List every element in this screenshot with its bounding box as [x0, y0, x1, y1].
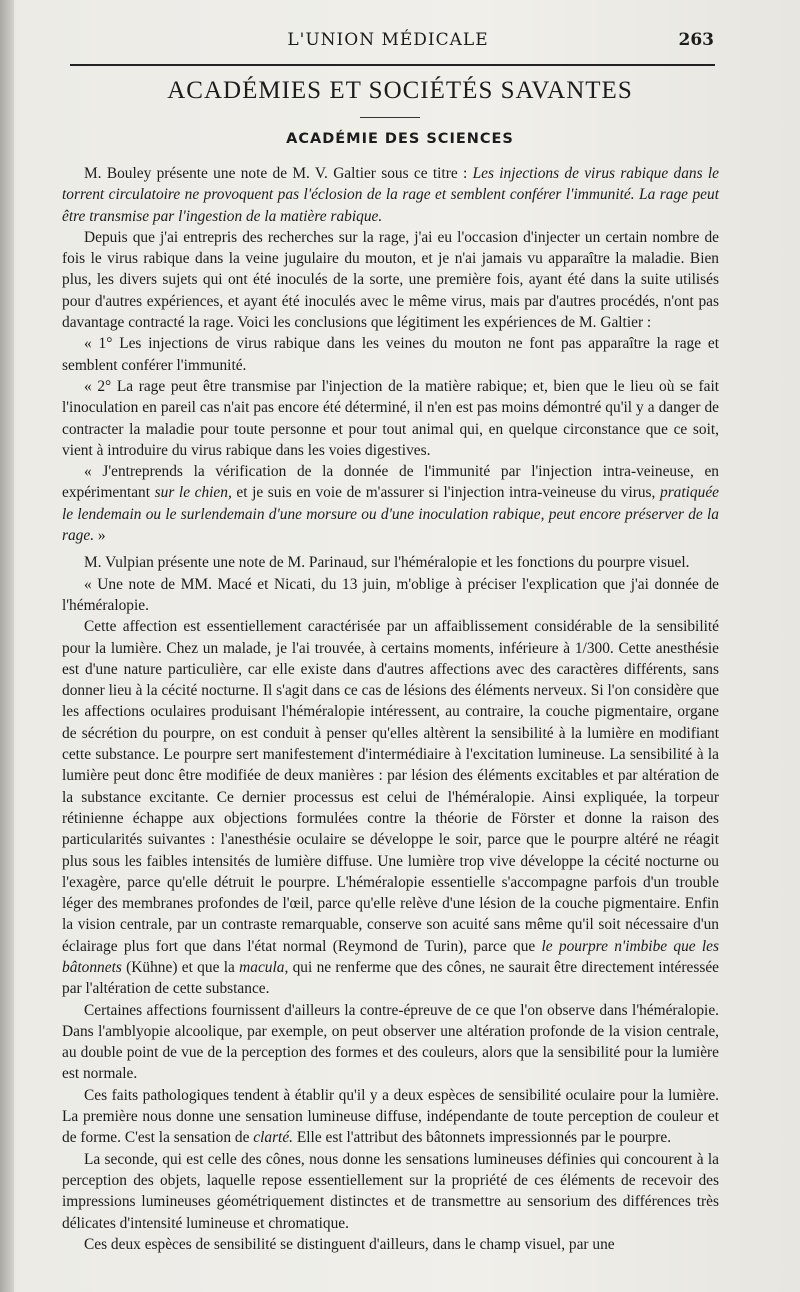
paragraph-galtier-note — [62, 163, 719, 227]
paragraph-hemeralopia — [62, 616, 719, 999]
paragraph-amblyopia — [62, 1000, 719, 1085]
paragraph-conclusion-1 — [62, 333, 719, 376]
running-title: L'UNION MÉDICALE — [287, 30, 489, 50]
paragraph-text: « 2° La rage peut être transmise par l'injection de la matière rabique; et, bien que le lieu où se fait l'inoculation en pareil cas n'ait pas encore été déterminé, il n'en est pas moins démontré qu'il y a danger de contracter la maladie pour toute personne et pour tout animal qui, en quelque circonstance que ce soit, vient à introduire du virus rabique dans les voies digestives. — [62, 377, 719, 459]
subsection-heading: ACADÉMIE DES SCIENCES — [286, 131, 514, 147]
paragraph-verification — [62, 461, 719, 546]
paragraph-text: Depuis que j'ai entrepris des recherches sur la rage, j'ai eu l'occasion d'injecter un certain nombre de fois le virus rabique dans la veine jugulaire du mouton, et je n'ai jamais vu apparaître la maladie. Bien plus, les divers sujets qui ont été inoculés de la sorte, une première fois, ayant été dans la suite utilisés pour d'autres expériences, et ayant été inoculés avec le même virus, mais par d'autres procédés, n'ont pas davantage contracté la rage. Voici les conclusions que légitiment les expériences de M. Galtier : — [62, 228, 719, 332]
section-heading: ACADÉMIES ET SOCIÉTÉS SAVANTES — [167, 77, 633, 104]
book-spine-shadow — [0, 0, 14, 1292]
paragraph-italic: macula, — [239, 958, 289, 976]
paragraph-conclusion-2 — [62, 376, 719, 461]
paragraph-text: et je suis en voie de m'assurer si l'injection intra-veineuse du virus, — [231, 484, 660, 502]
header-rule — [70, 64, 715, 66]
paragraph-text: M. Vulpian présente une note de M. Parinaud, sur l'héméralopie et les fonctions du pourpre visuel. — [84, 554, 690, 572]
paragraph-text: » — [94, 527, 106, 545]
paragraph-cones — [62, 1149, 719, 1234]
article-body — [62, 163, 719, 1255]
page-number: 263 — [678, 30, 714, 50]
paragraph-text: « 1° Les injections de virus rabique dans les veines du mouton ne font pas apparaître la rage et semblent conférer l'immunité. — [62, 335, 719, 374]
paragraph-italic: clarté. — [253, 1129, 294, 1147]
paragraph-text: Elle est l'attribut des bâtonnets impressionnés par le pourpre. — [293, 1129, 672, 1147]
running-head — [62, 30, 714, 56]
paragraph-italic: Les injections de virus rabique dans le torrent circulatoire ne provoquent pas l'éclosion de la rage et semblent conférer l'immunité. La rage peut être transmise par l'ingestion de la matière rabique. — [62, 165, 719, 225]
paragraph-text: (Kühne) et que la — [121, 958, 240, 976]
paragraph-text: Ces faits pathologiques tendent à établir qu'il y a deux espèces de sensibilité oculaire pour la lumière. La première nous donne une sensation lumineuse diffuse, indépendante de toute perception de couleur et de forme. C'est la sensation de — [62, 1086, 719, 1147]
paragraph-mace-nicati — [62, 574, 719, 617]
paragraph-text: Certaines affections fournissent d'ailleurs la contre-épreuve de ce que l'on observe dans l'héméralopie. Dans l'amblyopie alcoolique, par exemple, on peut observer une altération profonde de la vision centrale, au double point de vue de la perception des formes et des couleurs, alors que la sensibilité pour la lumière est normale. — [62, 1001, 719, 1083]
paragraph-italic: pratiquée le lendemain ou le surlendemain d'une morsure ou d'une inoculation rabique, peut encore préserver de la rage. — [62, 484, 719, 545]
paragraph-italic: le pourpre n'imbibe que les bâtonnets — [62, 937, 719, 976]
paragraph-galtier-research — [62, 227, 719, 333]
paragraph-text: « J'entreprends la vérification de la donnée de l'immunité par l'injection intra-veineuse, en expérimentant — [62, 463, 719, 502]
paragraph-text: Ces deux espèces de sensibilité se distinguent d'ailleurs, dans le champ visuel, par une — [84, 1235, 615, 1253]
paragraph-vulpian-note — [62, 552, 719, 573]
paragraph-italic: sur le chien, — [154, 484, 232, 502]
section-rule — [360, 117, 420, 118]
paragraph-text: M. Bouley présente une note de M. V. Galtier sous ce titre : — [84, 165, 473, 182]
paragraph-visual-field — [62, 1234, 719, 1255]
paragraph-two-sensibilities — [62, 1085, 719, 1149]
paragraph-text: Cette affection est essentiellement caractérisée par un affaiblissement considérable de la sensibilité pour la lumière. Chez un malade, je l'ai trouvée, à certains moments, inférieure à 1/300. Cette anesthésie est d'une nature particulière, car elle existe dans d'autres affections avec des caractères différents, sans donner lieu à la cécité nocturne. Il s'agit dans ce cas de lésions des éléments nerveux. Si l'on considère que les affections oculaires produisant l'héméralopie intéressent, au contraire, la couche pigmentaire, organe de sécrétion du pourpre, on est conduit à penser qu'elles altèrent la sensibilité à la lumière en modifiant cette substance. Le pourpre sert manifestement d'intermédiaire à l'excitation lumineuse. La sensibilité à la lumière peut donc être modifiée de deux manières : par lésion des éléments excitables et par altération de la substance excitante. Ce dernier processus est celui de l'héméralopie. Ainsi expliquée, la torpeur rétinienne échappe aux objections formulées contre la théorie de Förster et donne la raison des particularités suivantes : l'anesthésie oculaire se développe le soir, parce que le pourpre altéré ne réagit plus sous les faibles intensités de lumière diffuse. Une lumière trop vive développe la cécité nocturne ou l'exagère, parce qu'elle détruit le pourpre. L'héméralopie essentielle s'accompagne parfois d'un trouble léger des membranes profondes de l'œil, parce qu'elle relève d'une lésion de la couche pigmentaire. Enfin la vision centrale, par un contraste remarquable, conserve son acuité sans même qu'il soit nécessaire d'un éclairage plus fort que dans l'état normal (Reymond de Turin), parce que — [62, 618, 719, 955]
paragraph-text: La seconde, qui est celle des cônes, nous donne les sensations lumineuses définies qui concourent à la perception des objets, laquelle repose essentiellement sur la propriété de ces éléments de recevoir des impressions lumineuses géométriquement distinctes et de transmettre au sensorium des différences très délicates d'intensité lumineuse et chromatique. — [62, 1150, 719, 1232]
paragraph-text: qui ne renferme que des cônes, ne saurait être directement intéressée par l'altération de cette substance. — [62, 958, 719, 998]
paragraph-text: « Une note de MM. Macé et Nicati, du 13 juin, m'oblige à préciser l'explication que j'ai donnée de l'héméralopie. — [62, 575, 719, 614]
